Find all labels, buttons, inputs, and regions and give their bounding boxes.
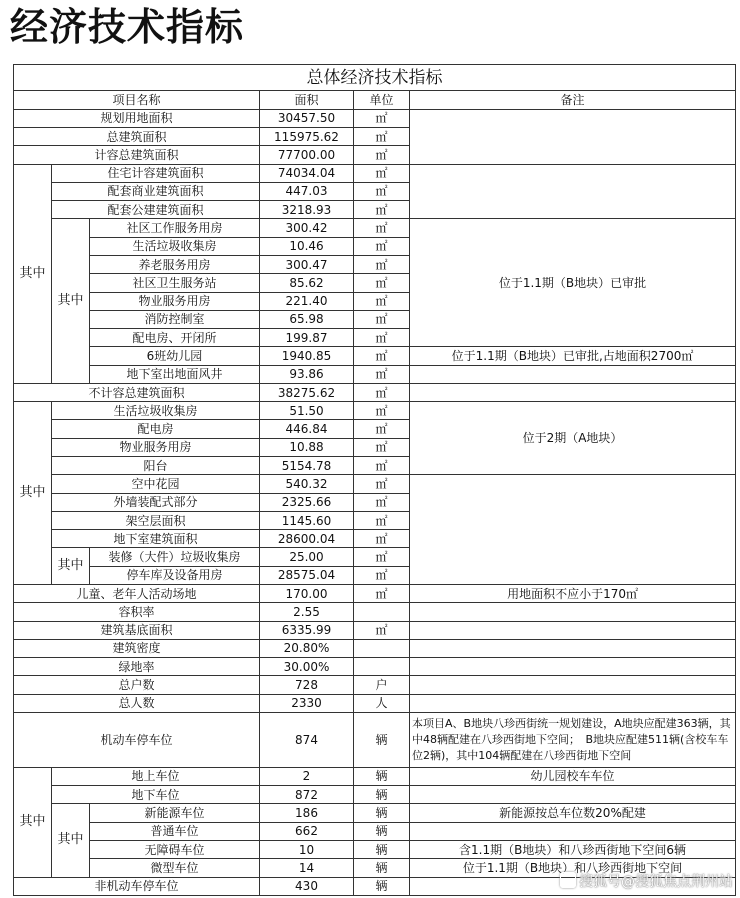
table-row: 总户数 728 户 — [14, 676, 736, 694]
table-row: 建筑密度 20.80% — [14, 639, 736, 657]
note-cell: 位于1.1期（B地块）已审批,占地面积2700㎡ — [410, 347, 736, 365]
table-row: 微型车位 14 辆 位于1.1期（B地块）和八珍西街地下空间 — [14, 859, 736, 877]
group-label: 其中 — [14, 767, 52, 877]
watermark-text: 搜狐号@搜狐焦点荆州站 — [579, 874, 733, 890]
header-area: 面积 — [260, 91, 354, 109]
table-row: 非机动车停车位 430 辆 — [14, 877, 736, 896]
note-cell: 新能源按总车位数20%配建 — [410, 804, 736, 822]
table-row: 其中 装修（大件）垃圾收集房 25.00 ㎡ — [14, 548, 736, 566]
header-unit: 单位 — [354, 91, 410, 109]
header-note: 备注 — [410, 91, 736, 109]
note-cell: 用地面积不应小于170㎡ — [410, 585, 736, 603]
table-row: 规划用地面积 30457.50 ㎡ — [14, 109, 736, 127]
table-row: 地下室建筑面积 28600.04 ㎡ — [14, 530, 736, 548]
table-row: 无障碍车位 10 辆 含1.1期（B地块）和八珍西街地下空间6辆 — [14, 840, 736, 858]
table-row: 总建筑面积 115975.62 ㎡ — [14, 127, 736, 145]
table-row: 其中 社区工作服务用房 300.42 ㎡ 位于1.1期（B地块）已审批 — [14, 219, 736, 237]
table-row: 阳台 5154.78 ㎡ — [14, 457, 736, 475]
table-row: 不计容总建筑面积 38275.62 ㎡ — [14, 383, 736, 401]
table-row: 物业服务用房 10.88 ㎡ — [14, 438, 736, 456]
group-label: 其中 — [14, 164, 52, 383]
group-label: 其中 — [14, 402, 52, 585]
table-row: 总人数 2330 人 — [14, 694, 736, 712]
table-row: 架空层面积 1145.60 ㎡ — [14, 511, 736, 529]
note-cell: 含1.1期（B地块）和八珍西街地下空间6辆 — [410, 840, 736, 858]
table-row: 配电房 446.84 ㎡ — [14, 420, 736, 438]
economic-indicators-table — [13, 64, 736, 896]
table-row: 社区卫生服务站 85.62 ㎡ — [14, 274, 736, 292]
table-row: 养老服务用房 300.47 ㎡ — [14, 255, 736, 273]
table-row: 物业服务用房 221.40 ㎡ — [14, 292, 736, 310]
note-cell: 幼儿园校车车位 — [410, 767, 736, 785]
table-row: 空中花园 540.32 ㎡ — [14, 475, 736, 493]
table-row: 地下车位 872 辆 — [14, 786, 736, 804]
table-row: 停车库及设备用房 28575.04 ㎡ — [14, 566, 736, 584]
table-row: 生活垃圾收集房 10.46 ㎡ — [14, 237, 736, 255]
note-cell: 位于2期（A地块） — [410, 402, 736, 475]
group-label: 其中 — [52, 219, 90, 384]
table-header-row — [14, 91, 736, 109]
table-row: 其中 住宅计容建筑面积 74034.04 ㎡ — [14, 164, 736, 182]
table-row: 建筑基底面积 6335.99 ㎡ — [14, 621, 736, 639]
table-title: 总体经济技术指标 — [14, 65, 736, 91]
page-title: 经济技术指标 — [10, 5, 245, 49]
table-row: 6班幼儿园 1940.85 ㎡ 位于1.1期（B地块）已审批,占地面积2700㎡ — [14, 347, 736, 365]
sohu-logo-icon — [560, 872, 576, 888]
table-row: 配套公建建筑面积 3218.93 ㎡ — [14, 201, 736, 219]
table-row: 其中 地上车位 2 辆 幼儿园校车车位 — [14, 767, 736, 785]
watermark — [560, 871, 733, 891]
table-row: 配套商业建筑面积 447.03 ㎡ — [14, 182, 736, 200]
table-row: 机动车停车位 874 辆 本项目A、B地块八珍西街统一规划建设，A地块应配建363辆，其中48辆配建在八珍西街地下空间； B地块应配建511辆(含校车车位2辆)，其中104辆配建在八珍西街地下空间 — [14, 712, 736, 767]
table-row: 地下室出地面风井 93.86 ㎡ — [14, 365, 736, 383]
note-cell: 本项目A、B地块八珍西街统一规划建设，A地块应配建363辆，其中48辆配建在八珍西街地下空间； B地块应配建511辆(含校车车位2辆)，其中104辆配建在八珍西街地下空间 — [410, 712, 736, 767]
table-row: 普通车位 662 辆 — [14, 822, 736, 840]
table-row: 儿童、老年人活动场地 170.00 ㎡ 用地面积不应小于170㎡ — [14, 585, 736, 603]
table-row: 其中 生活垃圾收集房 51.50 ㎡ 位于2期（A地块） — [14, 402, 736, 420]
group-label: 其中 — [52, 548, 90, 585]
table-row: 容积率 2.55 — [14, 603, 736, 621]
note-cell: 位于1.1期（B地块）和八珍西街地下空间 — [410, 859, 736, 877]
table-row: 消防控制室 65.98 ㎡ — [14, 310, 736, 328]
table-row: 其中 新能源车位 186 辆 新能源按总车位数20%配建 — [14, 804, 736, 822]
table-row: 计容总建筑面积 77700.00 ㎡ — [14, 146, 736, 164]
header-item: 项目名称 — [14, 91, 260, 109]
table-row: 绿地率 30.00% — [14, 658, 736, 676]
table-row: 外墙装配式部分 2325.66 ㎡ — [14, 493, 736, 511]
note-cell: 位于1.1期（B地块）已审批 — [410, 219, 736, 347]
table-row: 配电房、开闭所 199.87 ㎡ — [14, 329, 736, 347]
group-label: 其中 — [52, 804, 90, 877]
